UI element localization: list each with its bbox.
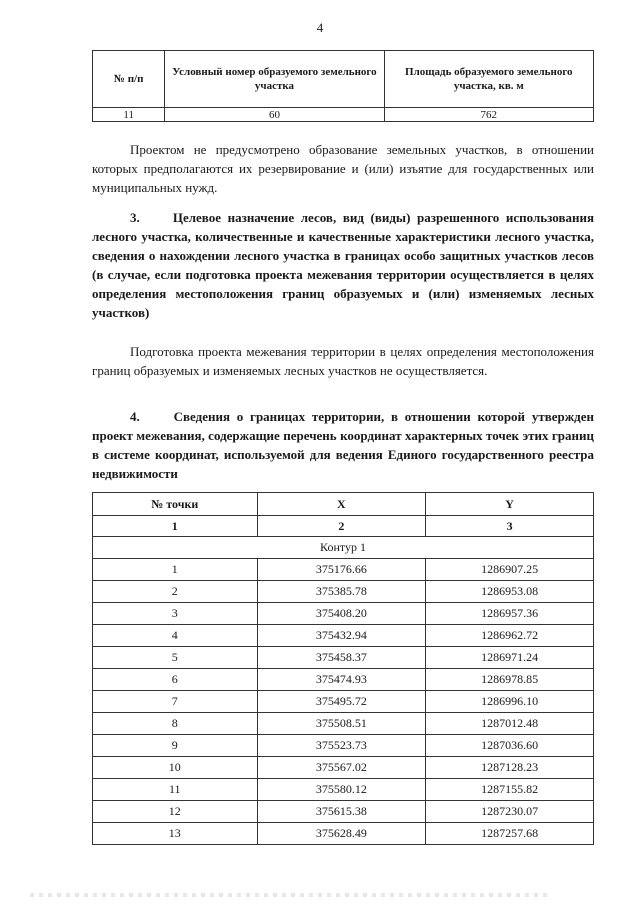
cell-point-number: 12	[93, 801, 258, 823]
cell-y: 1286996.10	[426, 691, 594, 713]
cell-point-number: 9	[93, 735, 258, 757]
table-row	[93, 625, 594, 647]
section-4-number: 4.	[130, 409, 140, 424]
cell-y: 1286971.24	[426, 647, 594, 669]
cell-point-number: 5	[93, 647, 258, 669]
header-area: Площадь образуемого земельного участка, кв. м	[384, 51, 593, 108]
cell-point-number: 10	[93, 757, 258, 779]
cell-x: 375508.51	[257, 713, 426, 735]
cell-x: 375408.20	[257, 603, 426, 625]
table-row	[93, 647, 594, 669]
table-row	[93, 735, 594, 757]
column-number-1: 1	[93, 516, 258, 537]
cell-x: 375628.49	[257, 823, 426, 845]
cell-x: 375432.94	[257, 625, 426, 647]
cell-y: 1286957.36	[426, 603, 594, 625]
cell-item-number: 11	[93, 108, 165, 122]
cell-y: 1287155.82	[426, 779, 594, 801]
cell-y: 1287036.60	[426, 735, 594, 757]
header-conditional-number: Условный номер образуемого земельного участка	[165, 51, 384, 108]
cell-x: 375580.12	[257, 779, 426, 801]
cell-x: 375474.93	[257, 669, 426, 691]
table-row	[93, 691, 594, 713]
header-y: Y	[426, 493, 594, 516]
column-numbers-row	[93, 516, 594, 537]
cell-point-number: 7	[93, 691, 258, 713]
table-row	[93, 713, 594, 735]
cell-point-number: 13	[93, 823, 258, 845]
cell-y: 1286978.85	[426, 669, 594, 691]
cell-y: 1287257.68	[426, 823, 594, 845]
header-x: X	[257, 493, 426, 516]
cell-point-number: 6	[93, 669, 258, 691]
table-row	[93, 801, 594, 823]
contour-row	[93, 537, 594, 559]
scan-artifact	[30, 893, 550, 897]
table-row	[93, 559, 594, 581]
header-item-number: № п/п	[93, 51, 165, 108]
coordinates-table	[92, 492, 594, 845]
land-plot-table-header	[93, 51, 594, 108]
page-number: 4	[316, 20, 324, 35]
cell-x: 375615.38	[257, 801, 426, 823]
cell-y: 1286962.72	[426, 625, 594, 647]
cell-y: 1287230.07	[426, 801, 594, 823]
table-row	[93, 108, 594, 122]
coordinates-table-header	[93, 493, 594, 516]
cell-x: 375176.66	[257, 559, 426, 581]
land-plot-table	[92, 50, 594, 122]
cell-conditional-number: 60	[165, 108, 384, 122]
cell-point-number: 11	[93, 779, 258, 801]
cell-x: 375458.37	[257, 647, 426, 669]
section-4-heading	[92, 407, 594, 483]
header-point-number: № точки	[93, 493, 258, 516]
contour-label: Контур 1	[93, 537, 594, 559]
column-number-3: 3	[426, 516, 594, 537]
cell-y: 1287128.23	[426, 757, 594, 779]
table-row	[93, 823, 594, 845]
cell-x: 375495.72	[257, 691, 426, 713]
section-3-number: 3.	[130, 210, 140, 225]
cell-point-number: 1	[93, 559, 258, 581]
table-row	[93, 603, 594, 625]
section-3-heading	[92, 208, 594, 322]
section-4-title: Сведения о границах территории, в отношении которой утвержден проект межевания, содержащие перечень координат характерных точек этих границ в системе координат, используемой для ведения Единого государственного реестра недвижимости	[92, 409, 594, 481]
section-3-title: Целевое назначение лесов, вид (виды) разрешенного использования лесного участка, количественные и качественные характеристики лесного участка, сведения о нахождении лесного участка в границах особо защитных участков лесов (в случае, если подготовка проекта межевания территории осуществляется в целях определения местоположения границ образуемых и (или) изменяемых лесных участков)	[92, 210, 595, 320]
table-row	[93, 669, 594, 691]
cell-y: 1286953.08	[426, 581, 594, 603]
table-row	[93, 757, 594, 779]
table-row	[93, 581, 594, 603]
cell-point-number: 8	[93, 713, 258, 735]
cell-point-number: 3	[93, 603, 258, 625]
cell-point-number: 4	[93, 625, 258, 647]
cell-y: 1287012.48	[426, 713, 594, 735]
column-number-2: 2	[257, 516, 426, 537]
cell-x: 375567.02	[257, 757, 426, 779]
cell-area: 762	[384, 108, 593, 122]
cell-x: 375385.78	[257, 581, 426, 603]
coordinates-body	[93, 559, 594, 845]
paragraph-no-reservation: Проектом не предусмотрено образование земельных участков, в отношении которых предполагаются их резервирование и (или) изъятие для государственных или муниципальных нужд.	[92, 142, 594, 195]
section-3-text: Подготовка проекта межевания территории в целях определения местоположения границ образуемых и изменяемых лесных участков не осуществляется.	[92, 344, 594, 378]
cell-point-number: 2	[93, 581, 258, 603]
cell-x: 375523.73	[257, 735, 426, 757]
table-row	[93, 779, 594, 801]
cell-y: 1286907.25	[426, 559, 594, 581]
